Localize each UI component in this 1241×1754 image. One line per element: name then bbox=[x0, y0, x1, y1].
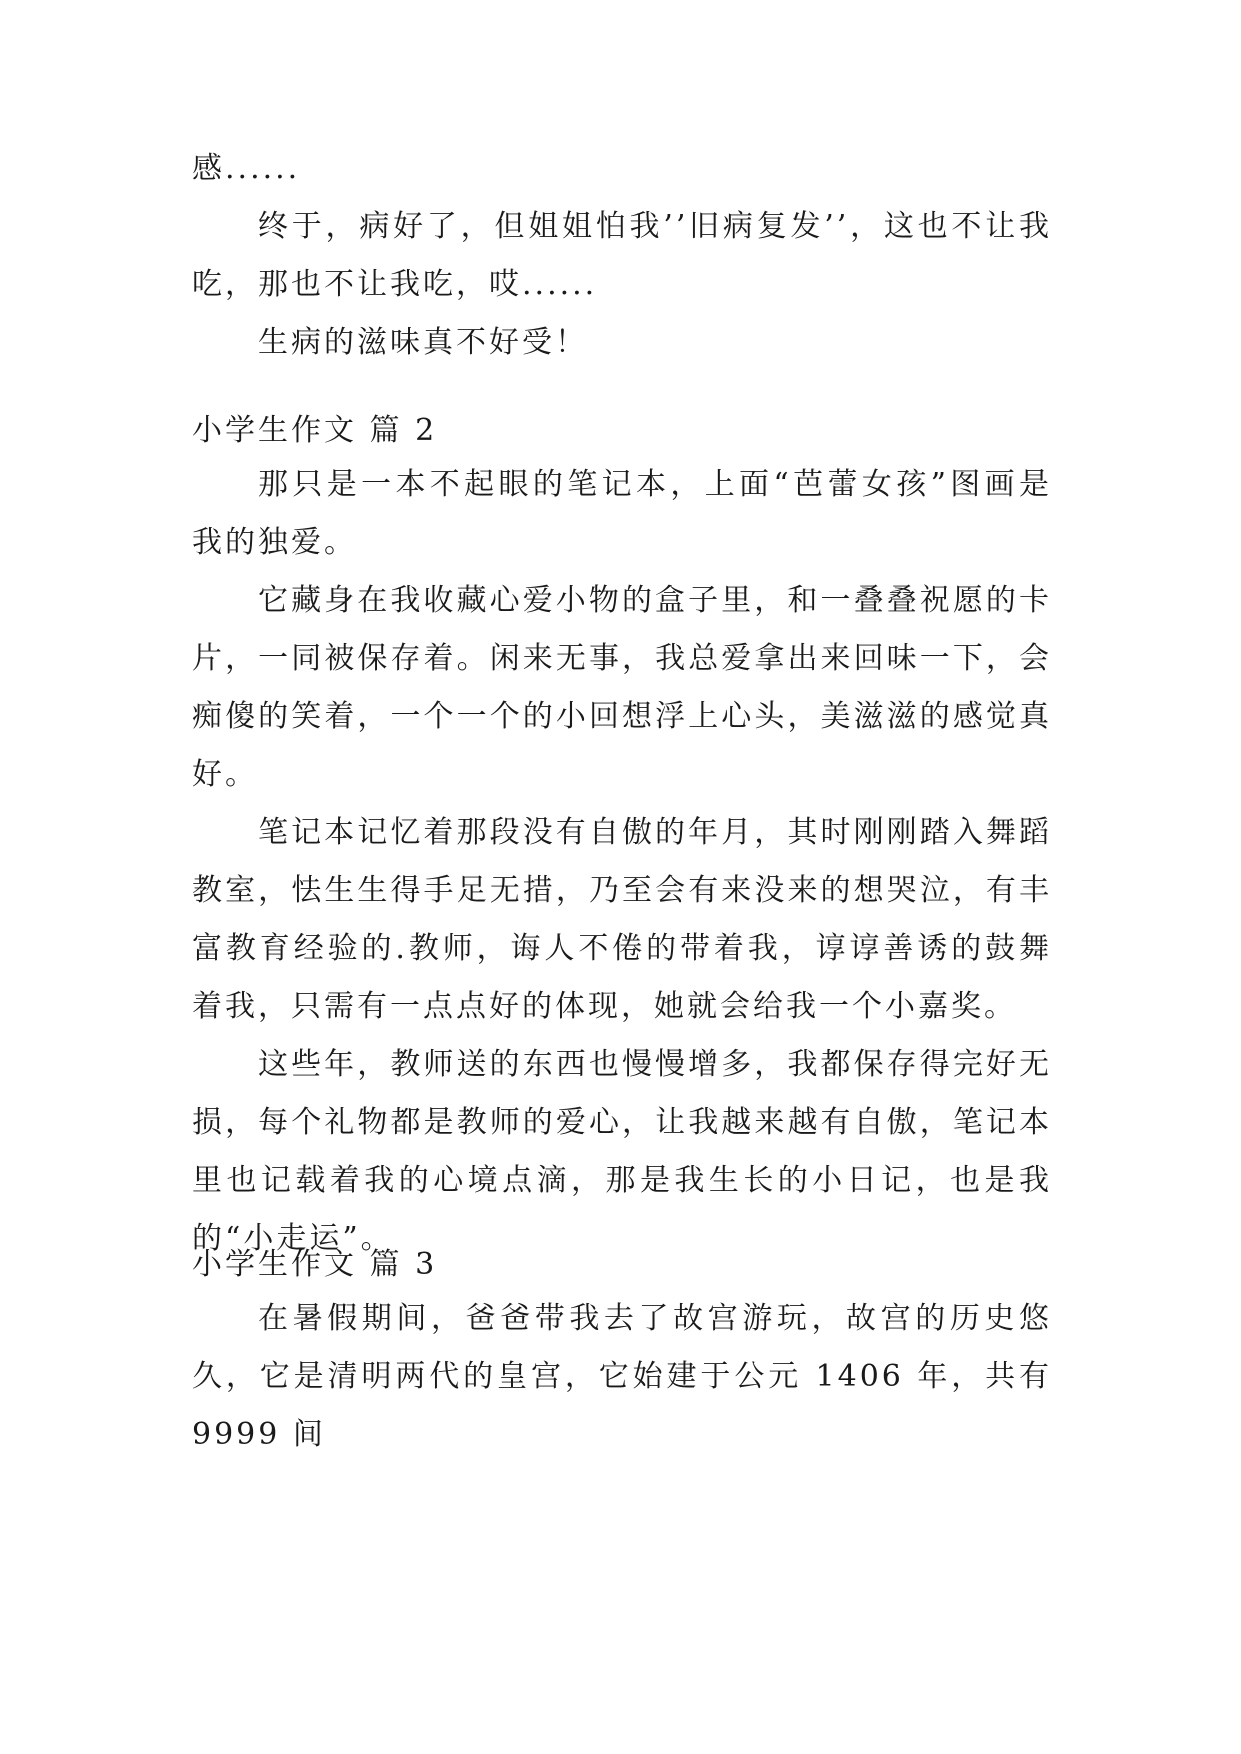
paragraph: 这些年，教师送的东西也慢慢增多，我都保存得完好无损，每个礼物都是教师的爱心，让我越来越有自傲，笔记本里也记载着我的心境点滴，那是我生长的小日记，也是我的“小走运”。 bbox=[192, 1047, 1052, 1256]
paragraph: 生病的滋味真不好受！ bbox=[258, 325, 588, 360]
section1-body bbox=[192, 140, 1052, 372]
paragraph: 它藏身在我收藏心爱小物的盒子里，和一叠叠祝愿的卡片，一同被保存着。闲来无事，我总爱拿出来回味一下，会痴傻的笑着，一个一个的小回想浮上心头，美滋滋的感觉真好。 bbox=[192, 583, 1052, 792]
section3-body bbox=[192, 1290, 1052, 1464]
paragraph: 终于，病好了，但姐姐怕我’’旧病复发’’，这也不让我吃，那也不让我吃，哎...... bbox=[192, 209, 1052, 302]
paragraph: 那只是一本不起眼的笔记本，上面“芭蕾女孩”图画是我的独爱。 bbox=[192, 467, 1052, 560]
section2-body bbox=[192, 456, 1052, 1268]
essay-heading-2: 小学生作文 篇 2 bbox=[192, 413, 438, 448]
paragraph: 笔记本记忆着那段没有自傲的年月，其时刚刚踏入舞蹈教室，怯生生得手足无措，乃至会有来没来的想哭泣，有丰富教育经验的.教师，诲人不倦的带着我，谆谆善诱的鼓舞着我，只需有一点点好的体现，她就会给我一个小嘉奖。 bbox=[192, 815, 1052, 1024]
paragraph-continued: 感...... bbox=[192, 151, 301, 186]
paragraph: 在暑假期间，爸爸带我去了故宫游玩，故宫的历史悠久，它是清明两代的皇宫，它始建于公元 1406 年，共有 9999 间 bbox=[192, 1301, 1052, 1452]
essay-heading-3: 小学生作文 篇 3 bbox=[192, 1247, 438, 1282]
